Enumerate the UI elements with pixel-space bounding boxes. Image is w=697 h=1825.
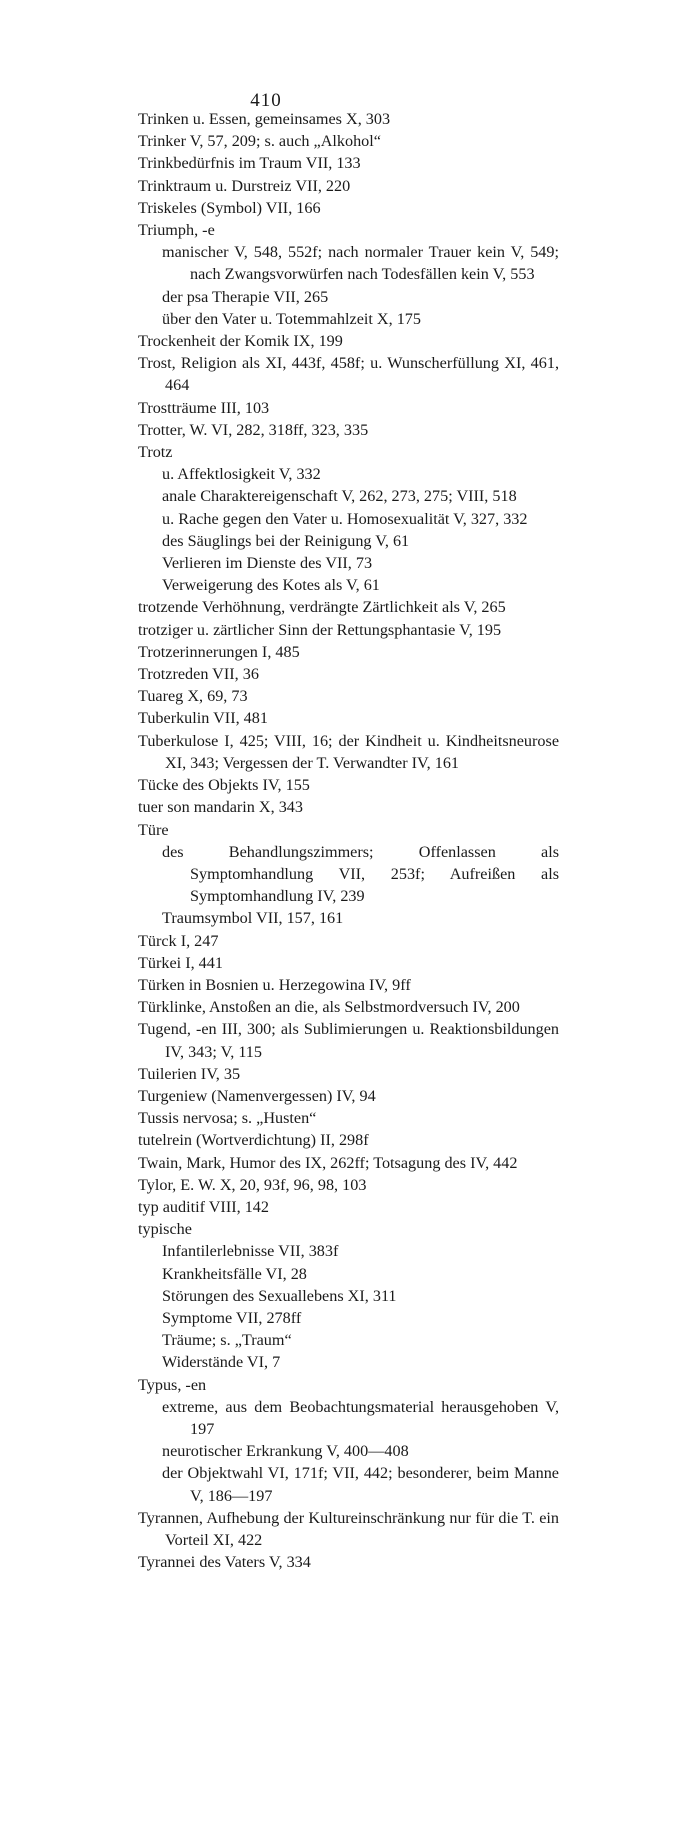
- index-subentry: neurotischer Erkrankung V, 400—408: [162, 1442, 409, 1461]
- index-entry: Triumph, -e: [138, 221, 215, 240]
- index-entry: Türken in Bosnien u. Herzegowina IV, 9ff: [138, 975, 411, 994]
- index-entry: Türck I, 247: [138, 931, 219, 950]
- index-entry: Tuberkulose I, 425; VIII, 16; der Kindheit u. Kindheitsneurose XI, 343; Vergessen der T. Verwandter IV, 161: [138, 731, 559, 772]
- index-subentry: Infantilerlebnisse VII, 383f: [162, 1242, 339, 1261]
- index-subentry: Widerstände VI, 7: [162, 1353, 281, 1372]
- index-entry: Trost, Religion als XI, 443f, 458f; u. Wunscherfüllung XI, 461, 464: [138, 354, 559, 395]
- index-subentry: der psa Therapie VII, 265: [162, 287, 329, 306]
- index-subentry: Verlieren im Dienste des VII, 73: [162, 554, 373, 573]
- index-entry: trotziger u. zärtlicher Sinn der Rettungsphantasie V, 195: [138, 620, 502, 639]
- index-subentry: anale Charaktereigenschaft V, 262, 273, 275; VIII, 518: [162, 487, 517, 506]
- index-subentry: manischer V, 548, 552f; nach normaler Trauer kein V, 549; nach Zwangsvorwürfen nach Todesfällen kein V, 553: [162, 243, 559, 284]
- index-subentry: Traumsymbol VII, 157, 161: [162, 909, 344, 928]
- index-entry: Trinken u. Essen, gemeinsames X, 303: [138, 110, 391, 128]
- index-subentry: des Behandlungszimmers; Offenlassen als Symptomhandlung VII, 253f; Aufreißen als Symptomhandlung IV, 239: [162, 842, 559, 906]
- index-entry: Trotzreden VII, 36: [138, 665, 259, 684]
- index-entry: Triskeles (Symbol) VII, 166: [138, 198, 321, 217]
- index-entry: Trostträume III, 103: [138, 398, 270, 417]
- index-list: [138, 108, 559, 1573]
- index-entry: Tuareg X, 69, 73: [138, 687, 248, 706]
- index-subentry: Störungen des Sexuallebens XI, 311: [162, 1286, 397, 1305]
- index-entry: Tylor, E. W. X, 20, 93f, 96, 98, 103: [138, 1175, 367, 1194]
- index-entry: Türe: [138, 820, 169, 839]
- index-entry: Tyrannei des Vaters V, 334: [138, 1553, 311, 1572]
- index-subentry: über den Vater u. Totemmahlzeit X, 175: [162, 309, 421, 328]
- index-entry: trotzende Verhöhnung, verdrängte Zärtlichkeit als V, 265: [138, 598, 506, 617]
- index-subentry: Verweigerung des Kotes als V, 61: [162, 576, 380, 595]
- index-entry: typ auditif VIII, 142: [138, 1197, 269, 1216]
- index-entry: Twain, Mark, Humor des IX, 262ff; Totsagung des IV, 442: [138, 1153, 518, 1172]
- index-entry: Trockenheit der Komik IX, 199: [138, 332, 343, 351]
- index-entry: Tücke des Objekts IV, 155: [138, 776, 310, 795]
- index-subentry: des Säuglings bei der Reinigung V, 61: [162, 531, 410, 550]
- index-entry: Trinkbedürfnis im Traum VII, 133: [138, 154, 361, 173]
- index-entry: Typus, -en: [138, 1375, 207, 1394]
- index-entry: Trotzerinnerungen I, 485: [138, 642, 300, 661]
- index-entry: Tussis nervosa; s. „Husten“: [138, 1109, 317, 1128]
- index-subentry: u. Affektlosigkeit V, 332: [162, 465, 321, 484]
- index-entry: Trinker V, 57, 209; s. auch „Alkohol“: [138, 132, 381, 151]
- index-entry: Turgeniew (Namenvergessen) IV, 94: [138, 1086, 376, 1105]
- index-entry: Tuberkulin VII, 481: [138, 709, 268, 728]
- index-subentry: Symptome VII, 278ff: [162, 1308, 302, 1327]
- index-entry: tutelrein (Wortverdichtung) II, 298f: [138, 1131, 369, 1150]
- index-subentry: Krankheitsfälle VI, 28: [162, 1264, 307, 1283]
- index-entry: Trotter, W. VI, 282, 318ff, 323, 335: [138, 420, 369, 439]
- index-subentry: der Objektwahl VI, 171f; VII, 442; besonderer, beim Manne V, 186—197: [162, 1464, 559, 1505]
- index-entry: Tugend, -en III, 300; als Sublimierungen u. Reaktionsbildungen IV, 343; V, 115: [138, 1020, 559, 1061]
- index-entry: Trinktraum u. Durstreiz VII, 220: [138, 176, 351, 195]
- index-entry: Tyrannen, Aufhebung der Kultureinschränkung nur für die T. ein Vorteil XI, 422: [138, 1508, 559, 1549]
- page-number: 410: [250, 90, 282, 111]
- index-entry: Türklinke, Anstoßen an die, als Selbstmordversuch IV, 200: [138, 998, 520, 1017]
- index-subentry: Träume; s. „Traum“: [162, 1331, 292, 1350]
- index-entry: Tuilerien IV, 35: [138, 1064, 241, 1083]
- index-entry: Türkei I, 441: [138, 953, 223, 972]
- index-entry: tuer son mandarin X, 343: [138, 798, 303, 817]
- index-subentry: extreme, aus dem Beobachtungsmaterial herausgehoben V, 197: [162, 1397, 559, 1438]
- index-subentry: u. Rache gegen den Vater u. Homosexualität V, 327, 332: [162, 509, 528, 528]
- index-entry: typische: [138, 1220, 192, 1239]
- index-entry: Trotz: [138, 443, 173, 462]
